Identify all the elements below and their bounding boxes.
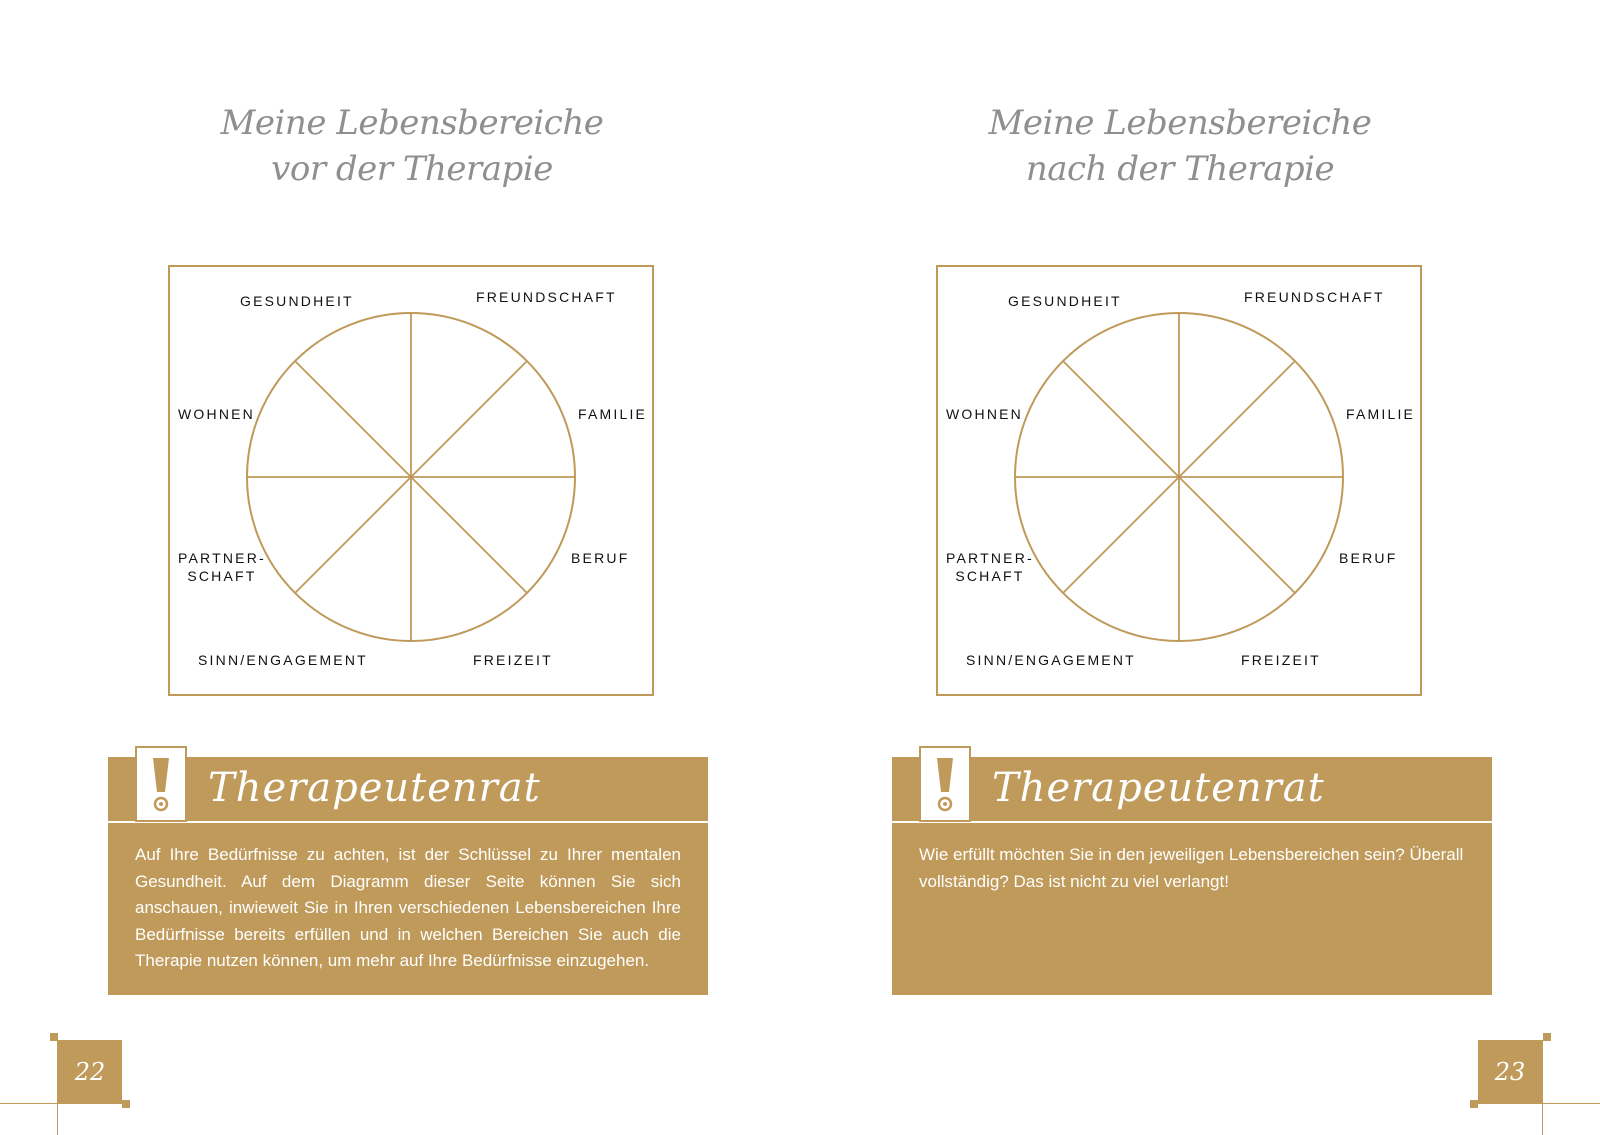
label-gesundheit: GESUNDHEIT xyxy=(1008,293,1122,309)
label-partnerschaft xyxy=(946,549,1034,585)
corner-line-vertical xyxy=(1542,1040,1543,1135)
tip-heading: Therapeutenrat xyxy=(992,765,1325,811)
tip-body: Auf Ihre Bedürfnisse zu achten, ist der Schlüssel zu Ihrer mentalen Gesundheit. Auf dem Diagramm dieser Seite können Sie sich anschauen, inwieweit Sie in Ihren verschiedenen Lebensbereichen Ihre Bedürfnisse bereits erfüllen und in welchen Bereichen Sie auch die Therapie nutzen können, um mehr auf Ihre Bedürfnisse einzugehen. xyxy=(135,845,681,970)
wheel-diagram xyxy=(170,267,656,698)
title-line-1: Meine Lebensbereiche xyxy=(220,103,604,143)
corner-square xyxy=(1470,1100,1478,1108)
page-number: 22 xyxy=(58,1040,122,1104)
label-freizeit: FREIZEIT xyxy=(1241,652,1321,668)
label-sinn-engagement: SINN/ENGAGEMENT xyxy=(198,652,368,668)
label-freizeit: FREIZEIT xyxy=(473,652,553,668)
label-gesundheit: GESUNDHEIT xyxy=(240,293,354,309)
label-partnerschaft-line-1: PARTNER- xyxy=(946,550,1034,566)
tip-body: Wie erfüllt möchten Sie in den jeweiligen Lebensbereichen sein? Überall vollständig? Das ist nicht zu viel verlangt! xyxy=(919,845,1464,891)
label-partnerschaft-line-2: SCHAFT xyxy=(187,568,257,584)
label-sinn-engagement: SINN/ENGAGEMENT xyxy=(966,652,1136,668)
corner-square xyxy=(122,1100,130,1108)
therapist-tip-box xyxy=(892,757,1492,995)
label-freundschaft: FREUNDSCHAFT xyxy=(1244,289,1385,305)
label-familie: FAMILIE xyxy=(578,406,648,422)
label-familie: FAMILIE xyxy=(1346,406,1416,422)
label-partnerschaft-line-1: PARTNER- xyxy=(178,550,266,566)
label-freundschaft: FREUNDSCHAFT xyxy=(476,289,617,305)
right-page xyxy=(800,0,1600,1135)
exclamation-icon xyxy=(919,746,971,822)
label-partnerschaft-line-2: SCHAFT xyxy=(955,568,1025,584)
wheel-diagram xyxy=(938,267,1424,698)
corner-square xyxy=(50,1033,58,1041)
page-title xyxy=(970,100,1390,192)
title-line-1: Meine Lebensbereiche xyxy=(988,103,1372,143)
title-line-2: nach der Therapie xyxy=(1025,149,1335,189)
page-title xyxy=(202,100,622,192)
label-wohnen: WOHNEN xyxy=(946,406,1023,422)
tip-divider xyxy=(892,821,1492,823)
label-beruf: BERUF xyxy=(1339,550,1398,566)
label-wohnen: WOHNEN xyxy=(178,406,255,422)
label-partnerschaft xyxy=(178,549,266,585)
corner-square xyxy=(1543,1033,1551,1041)
life-areas-wheel xyxy=(168,265,654,696)
label-beruf: BERUF xyxy=(571,550,630,566)
tip-heading: Therapeutenrat xyxy=(208,765,541,811)
therapist-tip-box xyxy=(108,757,708,995)
exclamation-icon xyxy=(135,746,187,822)
tip-divider xyxy=(108,821,708,823)
title-line-2: vor der Therapie xyxy=(271,149,553,189)
page-number: 23 xyxy=(1478,1040,1542,1104)
life-areas-wheel xyxy=(936,265,1422,696)
